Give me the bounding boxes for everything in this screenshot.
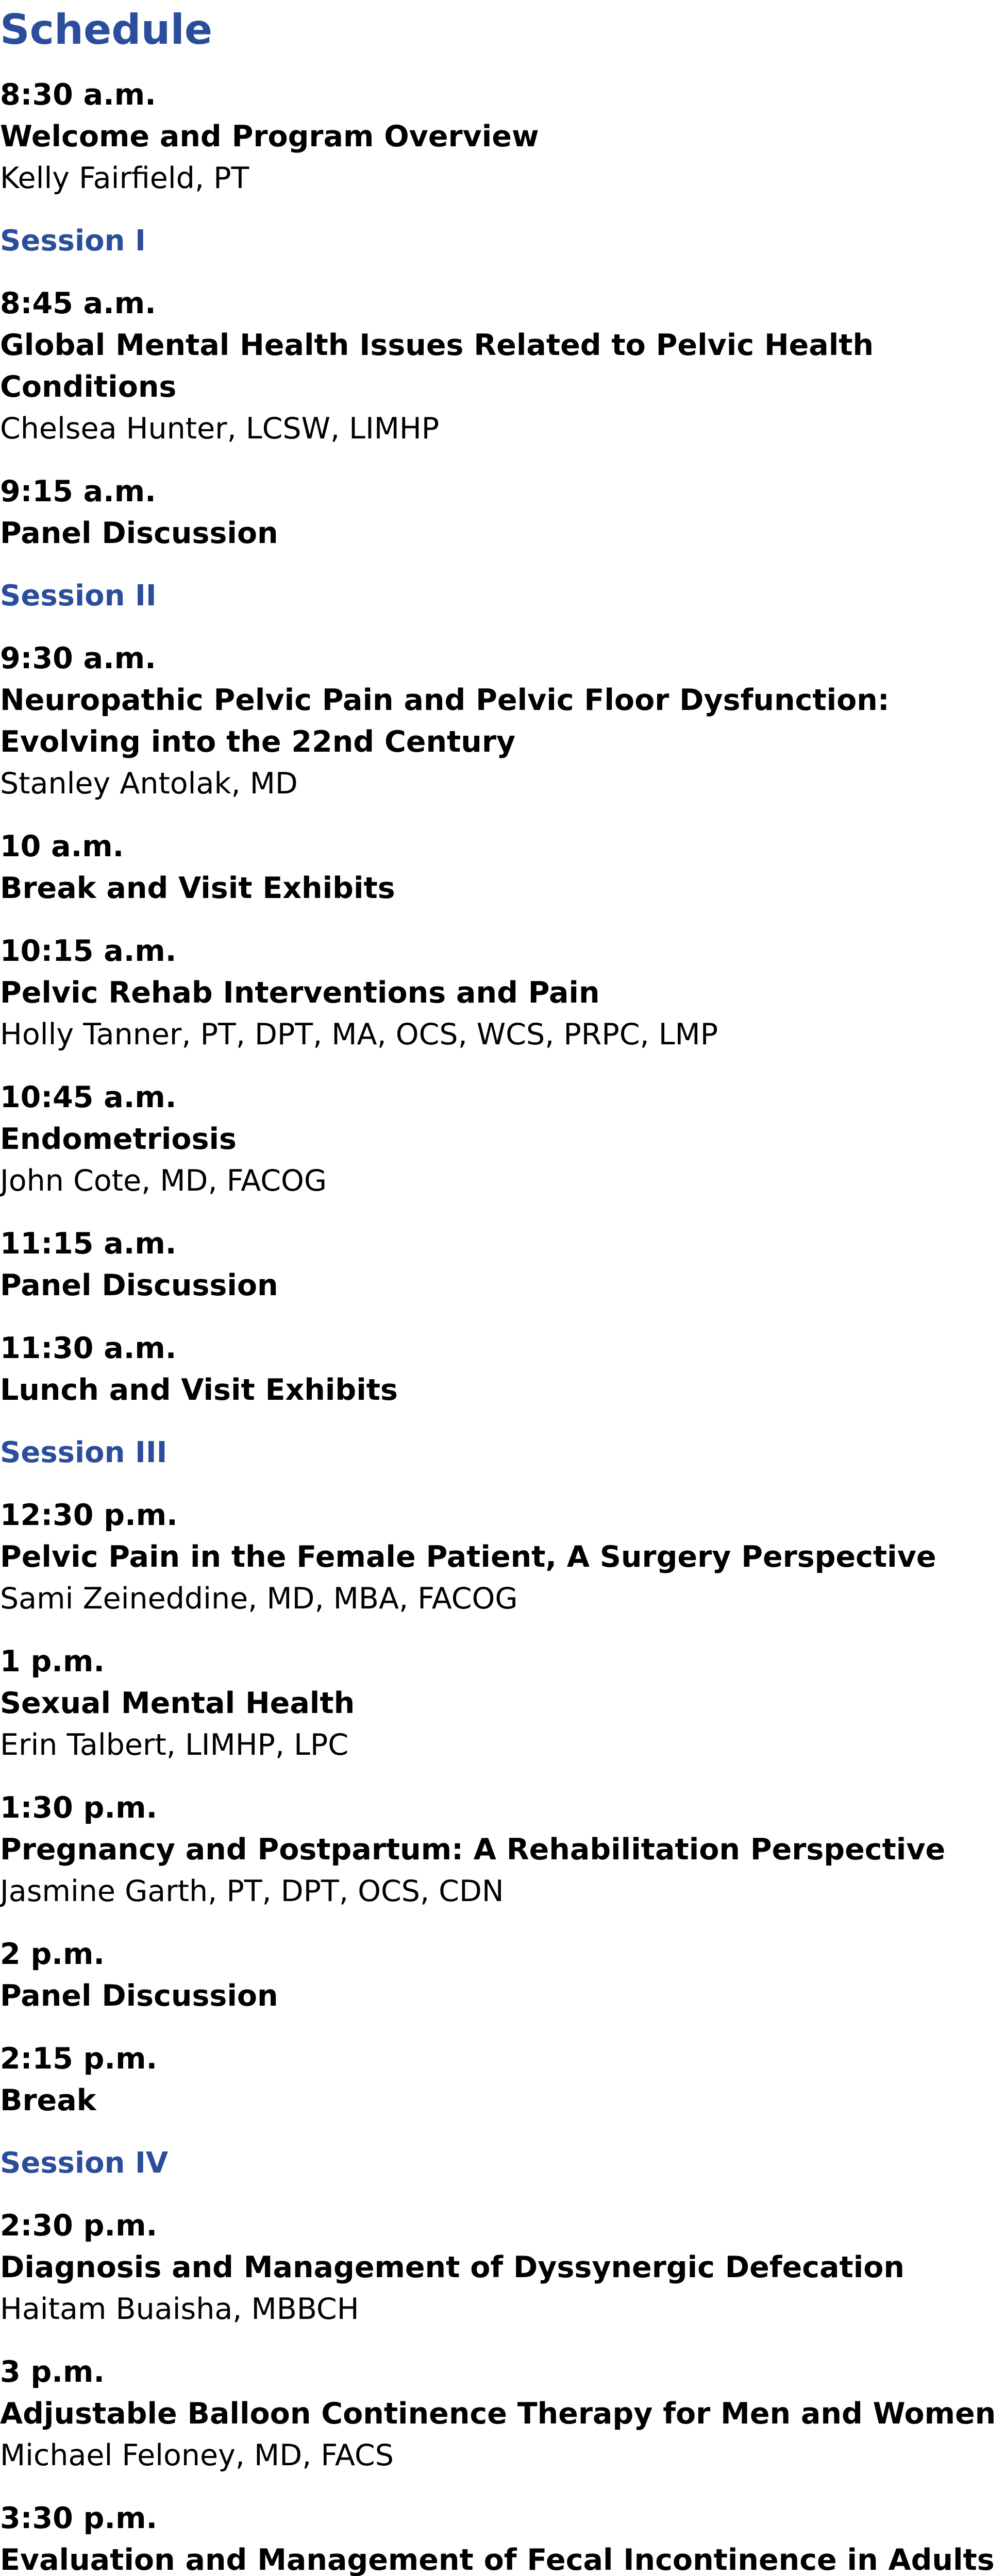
item-speaker: Michael Feloney, MD, FACS: [0, 2438, 394, 2472]
spacer: [0, 554, 1005, 575]
item-time: 12:30 p.m.: [0, 1498, 178, 1532]
schedule-item: [0, 74, 1005, 199]
schedule-item: [0, 2351, 1005, 2477]
item-title: Lunch and Visit Exhibits: [0, 1373, 398, 1407]
item-time: 9:30 a.m.: [0, 641, 156, 675]
spacer: [0, 450, 1005, 471]
spacer: [0, 2477, 1005, 2498]
item-speaker: Chelsea Hunter, LCSW, LIMHP: [0, 412, 440, 446]
item-time: 1:30 p.m.: [0, 1791, 158, 1825]
session-heading: Session I: [0, 224, 146, 258]
item-time: 2 p.m.: [0, 1937, 105, 1971]
schedule-item: [0, 1223, 1005, 1307]
spacer: [0, 1473, 1005, 1495]
spacer: [0, 1766, 1005, 1787]
item-title: Welcome and Program Overview: [0, 120, 539, 154]
schedule-item: [0, 1934, 1005, 2017]
page-title: Schedule: [0, 6, 213, 54]
spacer: [0, 1056, 1005, 1077]
spacer: [0, 805, 1005, 826]
spacer: [0, 2184, 1005, 2205]
schedule-item: [0, 2205, 1005, 2330]
item-time: 10:15 a.m.: [0, 934, 177, 968]
item-title: Break and Visit Exhibits: [0, 871, 395, 905]
item-speaker: Haitam Buaisha, MBBCH: [0, 2292, 359, 2326]
schedule-item: [0, 1787, 1005, 1912]
item-time: 11:30 a.m.: [0, 1331, 177, 1365]
item-time: 9:15 a.m.: [0, 474, 156, 509]
schedule-item: [0, 930, 1005, 1056]
spacer: [0, 2122, 1005, 2143]
schedule-item: [0, 2498, 1005, 2576]
schedule-item: [0, 1328, 1005, 1411]
item-title: Sexual Mental Health: [0, 1686, 355, 1720]
item-title: Pregnancy and Postpartum: A Rehabilitation Perspective: [0, 1833, 946, 1867]
spacer: [0, 1202, 1005, 1223]
item-title: Pelvic Pain in the Female Patient, A Surgery Perspective: [0, 1540, 936, 1574]
session-heading: Session IV: [0, 2146, 169, 2180]
spacer: [0, 262, 1005, 283]
item-time: 10:45 a.m.: [0, 1080, 177, 1114]
item-time: 11:15 a.m.: [0, 1227, 177, 1261]
item-speaker: Jasmine Garth, PT, DPT, OCS, CDN: [0, 1874, 504, 1908]
schedule-item: [0, 1641, 1005, 1766]
schedule-item: [0, 1495, 1005, 1620]
item-time: 2:15 p.m.: [0, 2042, 158, 2076]
spacer: [0, 56, 1005, 74]
item-title: Global Mental Health Issues Related to Pelvic Health Conditions: [0, 328, 874, 404]
spacer: [0, 1307, 1005, 1328]
item-title: Diagnosis and Management of Dyssynergic Defecation: [0, 2250, 905, 2284]
item-title: Panel Discussion: [0, 516, 278, 550]
schedule-item: [0, 638, 1005, 805]
item-title: Panel Discussion: [0, 1979, 278, 2013]
item-time: 8:45 a.m.: [0, 286, 156, 320]
item-speaker: Kelly Fairfield, PT: [0, 161, 249, 195]
schedule-item: [0, 2038, 1005, 2122]
item-time: 3 p.m.: [0, 2355, 105, 2389]
item-time: 2:30 p.m.: [0, 2209, 158, 2243]
item-title: Pelvic Rehab Interventions and Pain: [0, 976, 600, 1010]
item-title: Endometriosis: [0, 1122, 237, 1156]
schedule-list: [0, 56, 1005, 2576]
item-title: Evaluation and Management of Fecal Incontinence in Adults: [0, 2543, 995, 2576]
spacer: [0, 199, 1005, 221]
session-heading: Session III: [0, 1436, 167, 1469]
schedule-item: [0, 826, 1005, 909]
schedule-item: [0, 471, 1005, 554]
spacer: [0, 1620, 1005, 1641]
spacer: [0, 2330, 1005, 2351]
session-heading: Session II: [0, 579, 157, 613]
item-time: 8:30 a.m.: [0, 78, 156, 112]
spacer: [0, 617, 1005, 638]
item-title: Break: [0, 2083, 96, 2117]
spacer: [0, 909, 1005, 930]
item-speaker: Erin Talbert, LIMHP, LPC: [0, 1728, 349, 1762]
item-title: Adjustable Balloon Continence Therapy for Men and Women: [0, 2397, 996, 2431]
item-time: 10 a.m.: [0, 829, 124, 863]
spacer: [0, 1411, 1005, 1432]
item-speaker: Holly Tanner, PT, DPT, MA, OCS, WCS, PRPC, LMP: [0, 1018, 718, 1052]
item-speaker: Sami Zeineddine, MD, MBA, FACOG: [0, 1582, 518, 1616]
item-title: Panel Discussion: [0, 1268, 278, 1302]
spacer: [0, 1912, 1005, 1934]
schedule-item: [0, 1077, 1005, 1202]
spacer: [0, 2017, 1005, 2038]
item-speaker: Stanley Antolak, MD: [0, 767, 298, 801]
item-time: 1 p.m.: [0, 1645, 105, 1679]
item-speaker: John Cote, MD, FACOG: [0, 1164, 327, 1198]
schedule-item: [0, 283, 1005, 450]
item-title: Neuropathic Pelvic Pain and Pelvic Floor Dysfunction: Evolving into the 22nd Century: [0, 683, 890, 759]
item-time: 3:30 p.m.: [0, 2501, 158, 2535]
